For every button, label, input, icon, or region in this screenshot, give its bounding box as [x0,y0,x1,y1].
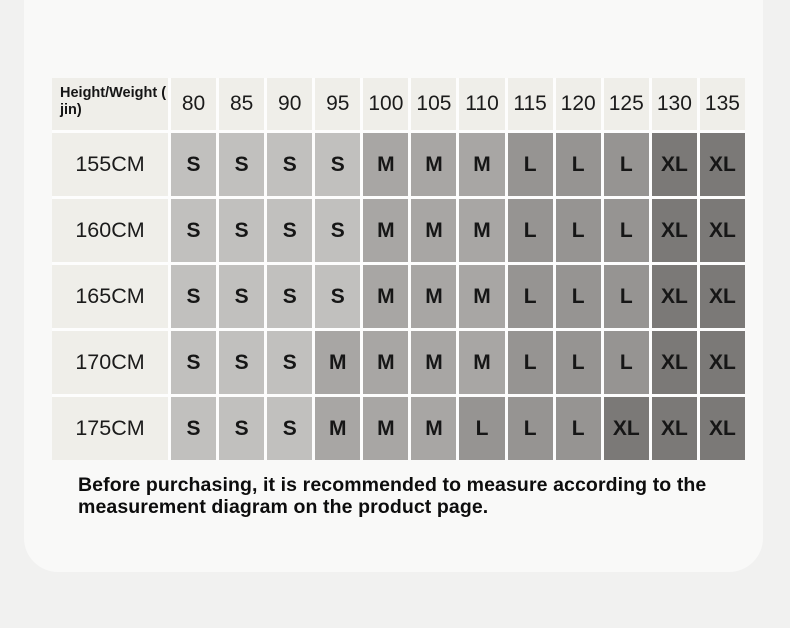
size-cell: L [556,199,601,262]
size-cell: S [219,331,264,394]
size-cell: S [171,133,216,196]
weight-header-cell: 125 [604,78,649,130]
size-cell: L [556,133,601,196]
size-cell: M [459,331,504,394]
size-cell: M [363,265,408,328]
size-cell: M [363,397,408,460]
weight-header-cell: 90 [267,78,312,130]
weight-header-cell: 95 [315,78,360,130]
size-cell: S [267,199,312,262]
weight-header-cell: 115 [508,78,553,130]
height-label-cell: 175CM [52,397,168,460]
size-cell: S [171,199,216,262]
size-cell: XL [652,199,697,262]
size-cell: XL [652,133,697,196]
height-label-cell: 160CM [52,199,168,262]
size-cell: L [556,397,601,460]
size-cell: L [508,133,553,196]
size-cell: M [315,331,360,394]
size-cell: XL [700,133,745,196]
height-label-cell: 170CM [52,331,168,394]
size-cell: S [315,265,360,328]
size-cell: S [171,397,216,460]
size-cell: XL [652,397,697,460]
size-cell: XL [700,331,745,394]
size-cell: M [459,199,504,262]
size-cell: S [219,199,264,262]
size-cell: L [604,331,649,394]
weight-header-cell: 130 [652,78,697,130]
size-cell: L [556,265,601,328]
size-cell: M [411,397,456,460]
size-cell: XL [700,265,745,328]
height-label-cell: 165CM [52,265,168,328]
size-cell: XL [652,331,697,394]
size-cell: S [219,397,264,460]
size-cell: L [604,265,649,328]
size-cell: XL [652,265,697,328]
size-cell: XL [700,397,745,460]
corner-header-cell: Height/Weight ( jin) [52,78,168,130]
size-cell: M [411,133,456,196]
weight-header-cell: 110 [459,78,504,130]
size-cell: M [411,265,456,328]
size-cell: S [171,331,216,394]
size-cell: L [508,199,553,262]
size-cell: S [267,265,312,328]
size-cell: L [508,331,553,394]
size-cell: M [315,397,360,460]
size-cell: M [363,133,408,196]
size-cell: M [411,199,456,262]
weight-header-cell: 85 [219,78,264,130]
size-cell: L [508,265,553,328]
weight-header-cell: 100 [363,78,408,130]
size-cell: S [315,133,360,196]
size-cell: XL [604,397,649,460]
size-cell: S [171,265,216,328]
height-label-cell: 155CM [52,133,168,196]
weight-header-cell: 80 [171,78,216,130]
size-cell: S [267,397,312,460]
size-cell: S [219,133,264,196]
size-cell: L [508,397,553,460]
weight-header-cell: 135 [700,78,745,130]
size-cell: M [459,133,504,196]
size-cell: M [459,265,504,328]
weight-header-cell: 105 [411,78,456,130]
size-cell: S [219,265,264,328]
weight-header-cell: 120 [556,78,601,130]
size-cell: S [315,199,360,262]
size-cell: M [363,331,408,394]
measurement-note: Before purchasing, it is recommended to measure according to the measurement diagram on the product page. [78,474,707,519]
size-cell: XL [700,199,745,262]
size-cell: M [411,331,456,394]
size-cell: L [604,133,649,196]
size-cell: L [459,397,504,460]
size-cell: S [267,331,312,394]
size-table [52,78,745,460]
size-cell: M [363,199,408,262]
size-cell: L [604,199,649,262]
size-cell: S [267,133,312,196]
size-cell: L [556,331,601,394]
